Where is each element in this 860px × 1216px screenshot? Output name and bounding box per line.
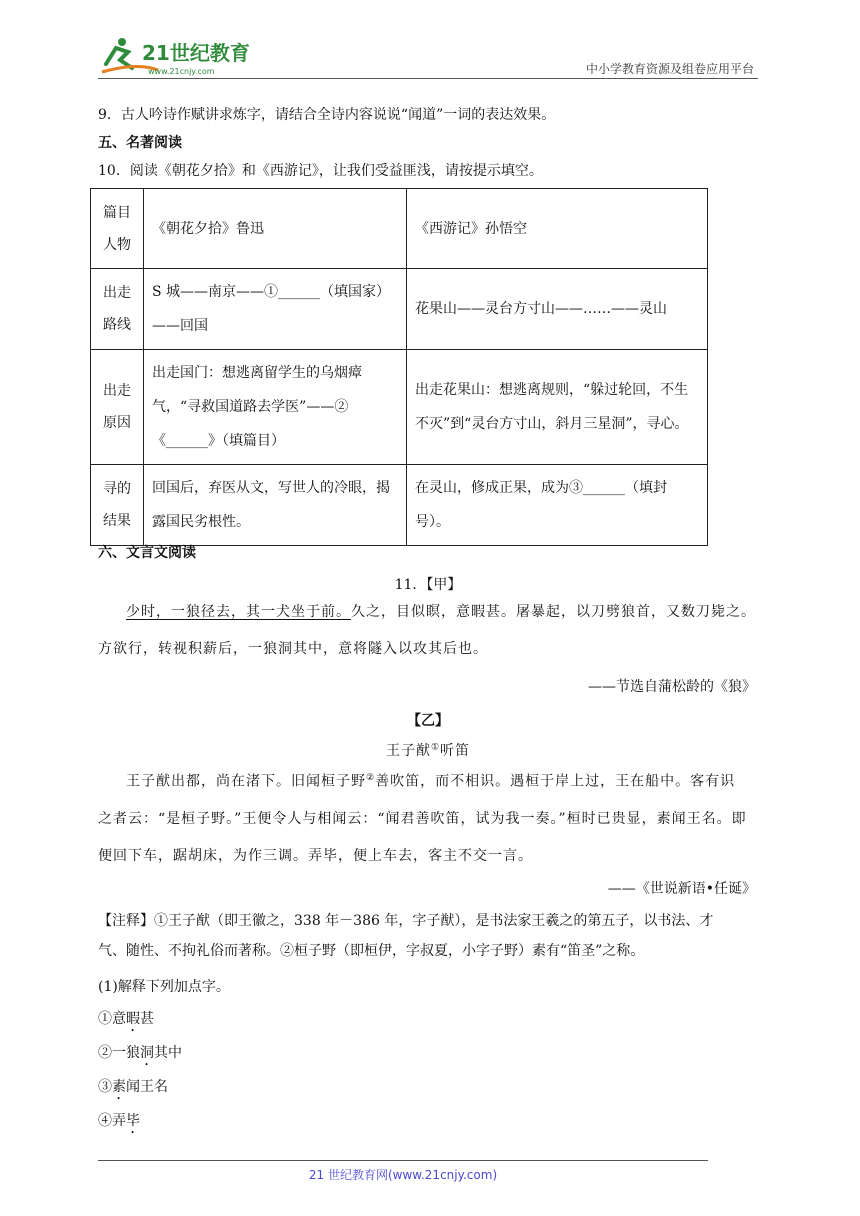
- notes-line-1: 【注释】①王子猷（即王徽之，338 年－386 年，字子猷），是书法家王羲之的第五子，以书法、才: [98, 913, 714, 929]
- list-item: ②一狼洞其中: [98, 1045, 182, 1061]
- comparison-table: [90, 188, 708, 546]
- table-row: [91, 189, 708, 269]
- list-item: ①意暇甚: [98, 1011, 154, 1027]
- passage-yi-title: 王子猷①听笛: [385, 742, 471, 759]
- cell-zhaohua: S 城——南京——①______（填国家）——回国: [144, 269, 407, 350]
- question-9: 9．古人吟诗作赋讲求炼字，请结合全诗内容说说“闻道”一词的表达效果。: [98, 107, 556, 123]
- list-item: ④弄毕: [98, 1113, 140, 1129]
- cell-xiyou: 出走花果山：想逃离规则，“躲过轮回，不生不灭”到“灵台方寸山，斜月三星洞”，寻心。: [407, 350, 708, 465]
- row-label: 篇目人物: [91, 189, 144, 269]
- table-row: [91, 350, 708, 465]
- row-label: 出走路线: [91, 269, 144, 350]
- section-5-heading: 五、名著阅读: [98, 135, 182, 151]
- footer-link[interactable]: 21 世纪教育网(www.21cnjy.com): [308, 1168, 498, 1182]
- notes-line-2: 气、随性、不拘礼俗而著称。②桓子野（即桓伊，字叔夏，小字子野）素有“笛圣”之称。: [98, 943, 645, 959]
- site-logo: [98, 34, 258, 78]
- cell-xiyou: 花果山——灵台方寸山——……——灵山: [407, 269, 708, 350]
- footer-divider: [98, 1160, 708, 1161]
- logo-text: 21世纪教育: [142, 41, 250, 65]
- list-item: ③素闻王名: [98, 1079, 168, 1095]
- passage-yi-text: 王子猷出都，尚在渚下。旧闻桓子野②善吹笛，而不相识。遇桓于岸上过，王在船中。客有识 之者云：“是桓子野。”王便令人与相闻云：“闻君善吹笛，试为我一奏。”桓时已贵显，素闻王名。即 便回下车，踞胡床，为作三调。弄毕，便上车去，客主不交一言。: [98, 773, 747, 864]
- cell-zhaohua: 《朝花夕拾》鲁迅: [144, 189, 407, 269]
- row-label: 寻的结果: [91, 465, 144, 546]
- table-row: [91, 465, 708, 546]
- passage-jia-text: 少时，一狼径去，其一犬坐于前。久之，目似瞑，意暇甚。屠暴起，以刀劈狼首，又数刀毙之。方欲行，转视积薪后，一狼洞其中，意将隧入以攻其后也。: [98, 604, 756, 657]
- table-row: [91, 269, 708, 350]
- cell-xiyou: 《西游记》孙悟空: [407, 189, 708, 269]
- passage-yi-source: ——《世说新语•任诞》: [607, 881, 756, 897]
- passage-yi-heading: 【乙】: [407, 713, 449, 729]
- subquestion-1: (1)解释下列加点字。: [98, 979, 230, 995]
- underlined-sentence: 少时，一狼径去，其一犬坐于前。: [126, 604, 351, 620]
- cell-xiyou: 在灵山，修成正果，成为③______（填封号）。: [407, 465, 708, 546]
- question-10: 10．阅读《朝花夕拾》和《西游记》，让我们受益匪浅，请按提示填空。: [98, 163, 543, 179]
- cell-zhaohua: 回国后，弃医从文，写世人的冷眼，揭露国民劣根性。: [144, 465, 407, 546]
- row-label: 出走原因: [91, 350, 144, 465]
- header-divider: [98, 78, 758, 79]
- passage-jia-heading: 11．【甲】: [394, 577, 462, 593]
- passage-jia-source: ——节选自蒲松龄的《狼》: [588, 679, 756, 695]
- platform-tagline: 中小学教育资源及组卷应用平台: [585, 62, 754, 76]
- section-6-heading: 六、文言文阅读: [98, 545, 196, 561]
- logo-url: www.21cnjy.com: [148, 67, 215, 76]
- cell-zhaohua: 出走国门：想逃离留学生的乌烟瘴气，“寻救国道路去学医”——②《______》（填篇目）: [144, 350, 407, 465]
